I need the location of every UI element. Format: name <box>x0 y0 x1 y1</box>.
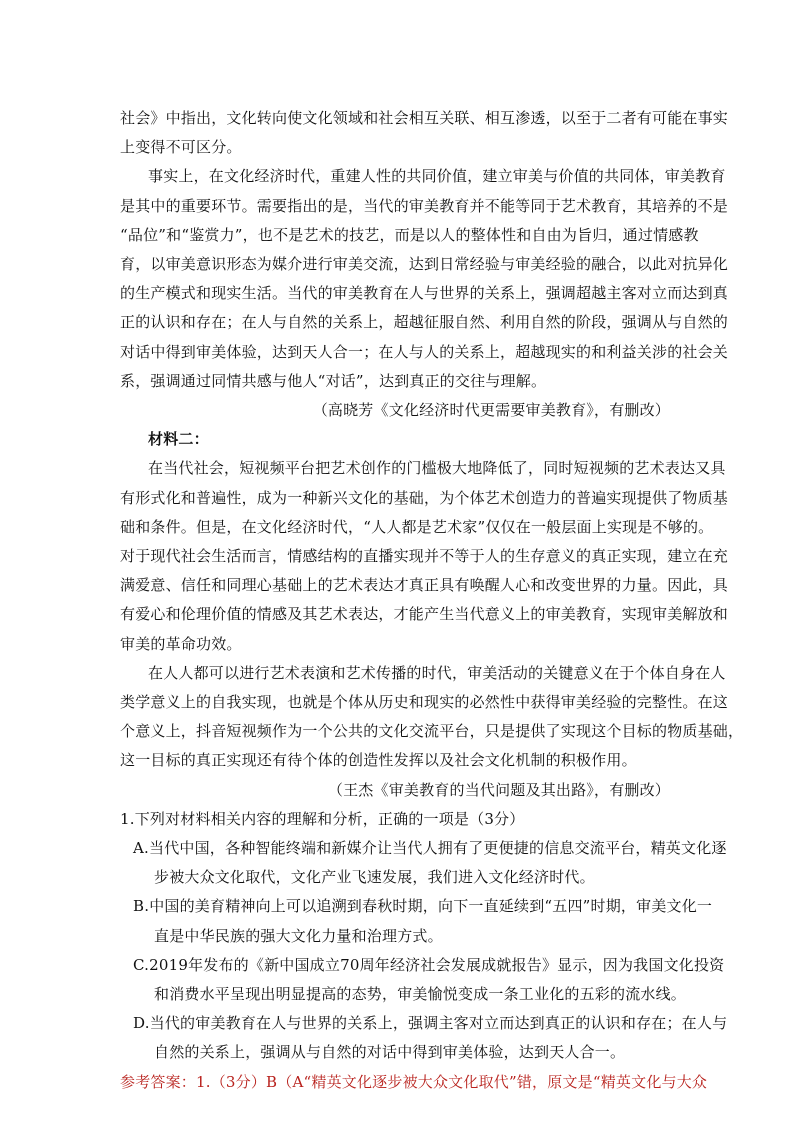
question-stem: 1.下列对材料相关内容的理解和分析，正确的一项是（3分） <box>120 809 525 828</box>
option-a-cont: 步被大众文化取代，文化产业飞速发展，我们进入文化经济时代。 <box>154 868 595 887</box>
material-heading: 材料二： <box>148 430 209 449</box>
text-line: 系，强调通过同情共感与他人“对话”，达到真正的交往与理解。 <box>120 371 547 390</box>
text-line: 审美的革命功效。 <box>120 634 242 653</box>
option-a: A.当代中国，各种智能终端和新媒介让当代人拥有了更便捷的信息交流平台，精英文化逐 <box>133 839 727 857</box>
text-line: 的生产模式和现实生活。当代的审美教育在人与世界的关系上，强调超越主客对立而达到真 <box>120 284 729 303</box>
text-line: 对于现代社会生活而言，情感结构的直播实现并不等于人的生存意义的真正实现，建立在充 <box>120 547 729 565</box>
text-line: 上变得不可区分。 <box>120 138 242 157</box>
source-citation: （王杰《审美教育的当代问题及其出路》，有删改） <box>327 780 670 799</box>
option-d-cont: 自然的关系上，强调从与自然的对话中得到审美体验，达到天人合一。 <box>154 1043 626 1062</box>
text-line: 事实上，在文化经济时代，重建人性的共同价值，建立审美与价值的共同体，审美教育 <box>148 167 726 186</box>
text-line: 有爱心和伦理价值的情感及其艺术表达，才能产生当代意义上的审美教育，实现审美解放和 <box>120 605 729 624</box>
option-b: B.中国的美育精神向上可以追溯到春秋时期，向下一直延续到“五四”时期，审美文化一 <box>133 897 713 916</box>
text-line: 社会》中指出，文化转向使文化领域和社会相互关联、相互渗透，以至于二者有可能在事实 <box>120 109 729 127</box>
text-line: 类学意义上的自我实现，也就是个体从历史和现实的必然性中获得审美经验的完整性。在这 <box>120 693 729 711</box>
text-line: 个意义上，抖音短视频作为一个公共的文化交流平台，只是提供了实现这个目标的物质基础， <box>120 722 744 741</box>
text-line: 对话中得到审美体验，达到天人合一；在人与人的关系上，超越现实的和利益关涉的社会关 <box>120 342 729 361</box>
text-line: 正的认识和存在；在人与自然的关系上，超越征服自然、利用自然的阶段，强调从与自然的 <box>120 313 729 332</box>
text-line: “品位”和“鉴赏力”，也不是艺术的技艺，而是以人的整体性和自由为旨归，通过情感教 <box>120 225 699 244</box>
option-c-cont: 和消费水平呈现出明显提高的态势，审美愉悦变成一条工业化的五彩的流水线。 <box>154 985 687 1003</box>
option-c: C.2019年发布的《新中国成立70周年经济社会发展成就报告》显示，因为我国文化投资 <box>133 955 725 974</box>
text-line: 这一目标的真正实现还有待个体的创造性发挥以及社会文化机制的积极作用。 <box>120 751 637 770</box>
option-d: D.当代的审美教育在人与世界的关系上，强调主客对立而达到真正的认识和存在；在人与 <box>133 1014 728 1033</box>
text-line: 是其中的重要环节。需要指出的是，当代的审美教育并不能等同于艺术教育，其培养的不是 <box>120 196 729 215</box>
source-citation: （高晓芳《文化经济时代更需要审美教育》，有删改） <box>312 401 670 419</box>
text-line: 在当代社会，短视频平台把艺术创作的门槛极大地降低了，同时短视频的艺术表达又具 <box>148 459 726 478</box>
option-b-cont: 直是中华民族的强大文化力量和治理方式。 <box>154 926 443 945</box>
answer-line: 参考答案：1.（3分）B（A“精英文化逐步被大众文化取代”错，原文是“精英文化与大众 <box>120 1072 708 1091</box>
text-line: 在人人都可以进行艺术表演和艺术传播的时代，审美活动的关键意义在于个体自身在人 <box>148 663 726 682</box>
text-line: 育，以审美意识形态为媒介进行审美交流，达到日常经验与审美经验的融合，以此对抗异化 <box>120 255 729 273</box>
text-line: 满爱意、信任和同理心基础上的艺术表达才真正具有唤醒人心和改变世界的力量。因此，具 <box>120 576 729 595</box>
text-line: 有形式化和普遍性，成为一种新兴文化的基础，为个体艺术创造力的普遍实现提供了物质基 <box>120 488 729 507</box>
text-line: 础和条件。但是，在文化经济时代，“人人都是艺术家”仅仅在一般层面上实现是不够的。 <box>120 517 714 536</box>
